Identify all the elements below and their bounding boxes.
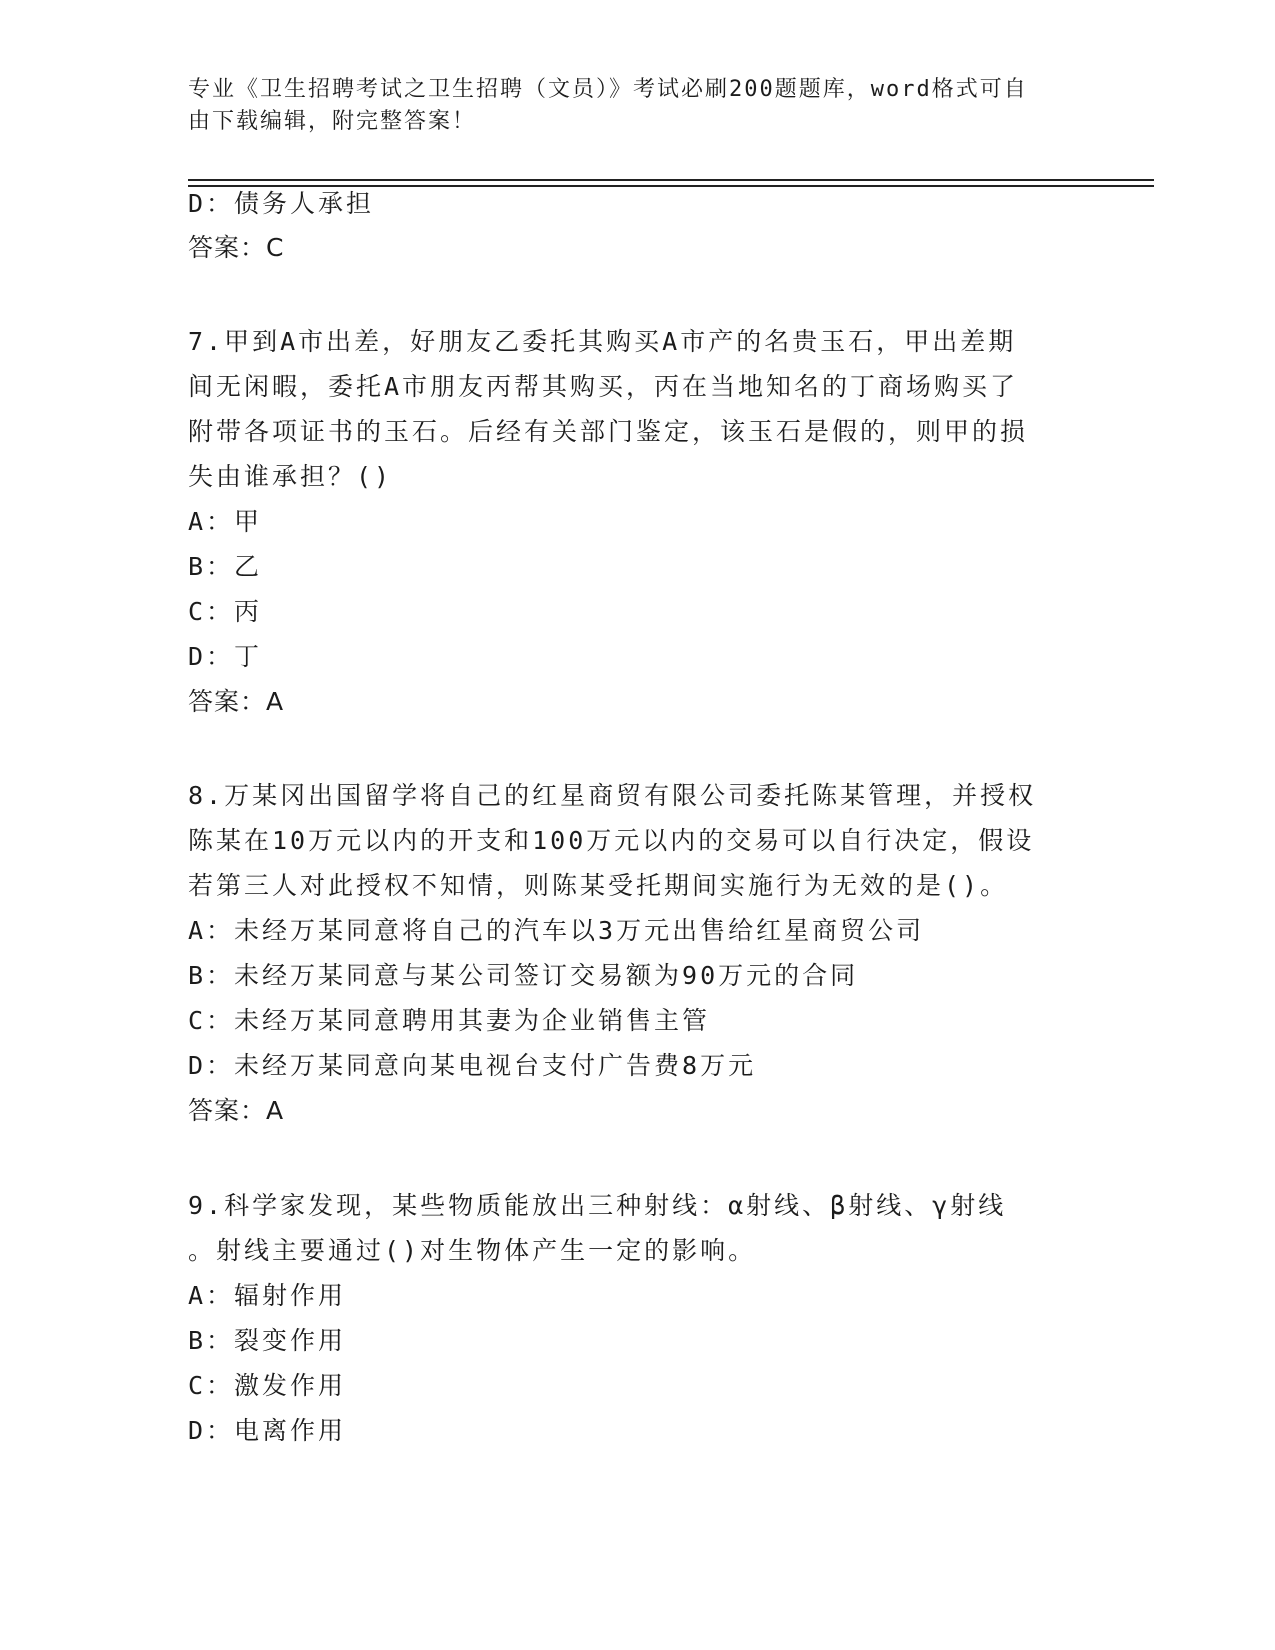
q8-option-b: B：未经万某同意与某公司签订交易额为90万元的合同 — [188, 961, 859, 990]
q9-stem-line-2: 。射线主要通过()对生物体产生一定的影响。 — [188, 1236, 757, 1265]
q8-option-c: C：未经万某同意聘用其妻为企业销售主管 — [188, 1006, 711, 1035]
q8-answer: 答案：A — [188, 1096, 285, 1125]
q8-option-d: D：未经万某同意向某电视台支付广告费8万元 — [188, 1051, 757, 1080]
q7-stem-line-2: 间无闲暇，委托A市朋友丙帮其购买，丙在当地知名的丁商场购买了 — [188, 372, 1019, 401]
header-divider-bottom — [188, 185, 1154, 187]
prev-option-d: D：债务人承担 — [188, 189, 375, 218]
document-header — [188, 74, 1088, 138]
q8-stem-line-2: 陈某在10万元以内的开支和100万元以内的交易可以自行决定，假设 — [188, 826, 1035, 855]
header-line-2: 由下载编辑，附完整答案！ — [188, 109, 477, 134]
q7-stem-line-3: 附带各项证书的玉石。后经有关部门鉴定，该玉石是假的，则甲的损 — [188, 417, 1029, 446]
q9-option-d: D：电离作用 — [188, 1416, 347, 1445]
q7-stem-line-4: 失由谁承担？() — [188, 462, 393, 491]
header-line-1: 专业《卫生招聘考试之卫生招聘（文员）》考试必刷200题题库，word格式可自 — [188, 77, 1028, 102]
q9-option-c: C：激发作用 — [188, 1371, 347, 1400]
q7-option-c: C：丙 — [188, 597, 263, 626]
q7-option-a: A：甲 — [188, 507, 263, 536]
q9-option-b: B：裂变作用 — [188, 1326, 347, 1355]
q8-stem-line-3: 若第三人对此授权不知情，则陈某受托期间实施行为无效的是()。 — [188, 871, 1009, 900]
q9-stem-line-1: 9.科学家发现，某些物质能放出三种射线：α射线、β射线、γ射线 — [188, 1191, 1007, 1220]
prev-answer: 答案：C — [188, 233, 285, 262]
q9-option-a: A：辐射作用 — [188, 1281, 347, 1310]
q7-answer: 答案：A — [188, 687, 285, 716]
q8-stem-line-1: 8.万某冈出国留学将自己的红星商贸有限公司委托陈某管理，并授权 — [188, 781, 1037, 810]
q7-option-d: D：丁 — [188, 642, 263, 671]
q7-option-b: B：乙 — [188, 552, 263, 581]
q7-stem-line-1: 7.甲到A市出差，好朋友乙委托其购买A市产的名贵玉石，甲出差期 — [188, 327, 1017, 356]
header-divider-top — [188, 179, 1154, 181]
q8-option-a: A：未经万某同意将自己的汽车以3万元出售给红星商贸公司 — [188, 916, 925, 945]
